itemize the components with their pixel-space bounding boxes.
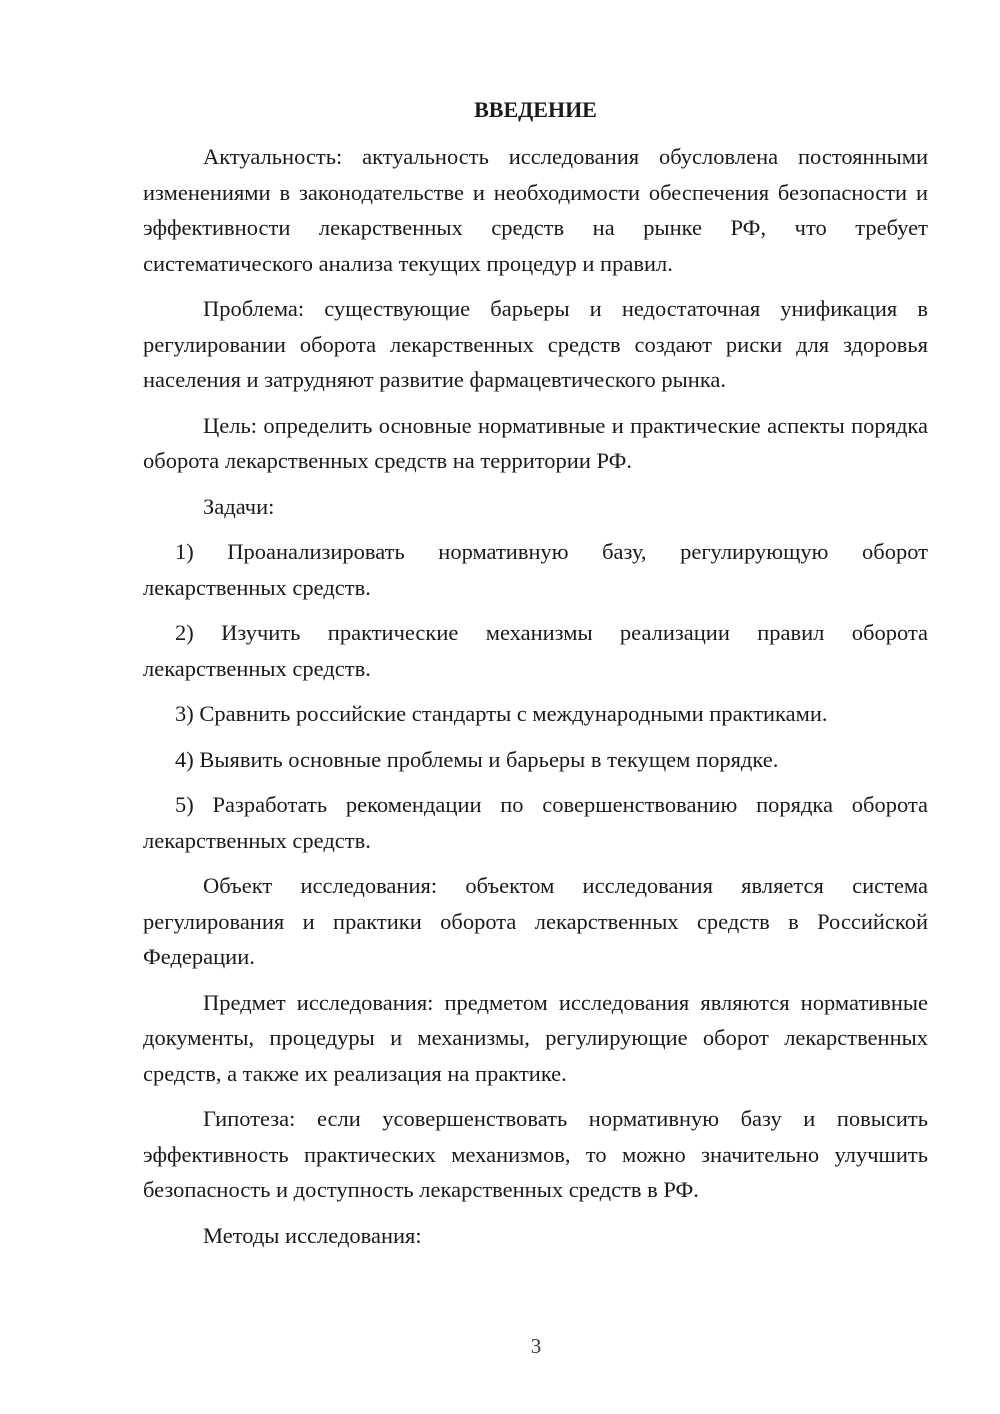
task-item-3: 3) Сравнить российские стандарты с международными практиками. (175, 701, 828, 726)
document-page (143, 92, 928, 1263)
task-item-4: 4) Выявить основные проблемы и барьеры в текущем порядке. (175, 746, 779, 772)
task-item-2: 2) Изучить практические механизмы реализации правил оборота лекарственных средств. (143, 620, 928, 681)
paragraph-problem: Проблема: существующие барьеры и недостаточная унификация в регулировании оборота лекарственных средств создают риски для здоровья населения и затрудняют развитие фармацевтического рынка. (143, 296, 928, 392)
task-item-1: 1) Проанализировать нормативную базу, регулирующую оборот лекарственных средств. (143, 539, 928, 600)
section-title: ВВЕДЕНИЕ (474, 97, 597, 122)
paragraph-hypothesis: Гипотеза: если усовершенствовать нормативную базу и повысить эффективность практических механизмов, то можно значительно улучшить безопасность и доступность лекарственных средств в РФ. (143, 1106, 928, 1202)
task-item-5: 5) Разработать рекомендации по совершенствованию порядка оборота лекарственных средств. (143, 792, 928, 853)
paragraph-goal: Цель: определить основные нормативные и практические аспекты порядка оборота лекарственных средств на территории РФ. (143, 412, 928, 473)
paragraph-subject: Предмет исследования: предметом исследования являются нормативные документы, процедуры и механизмы, регулирующие оборот лекарственных средств, а также их реализация на практике. (143, 989, 928, 1086)
paragraph-object: Объект исследования: объектом исследования является система регулирования и практики оборота лекарственных средств в Российской Федерации. (143, 873, 928, 969)
paragraph-tasks-heading: Задачи: (203, 493, 275, 519)
paragraph-methods: Методы исследования: (203, 1222, 422, 1248)
paragraph-relevance: Актуальность: актуальность исследования обусловлена постоянными изменениями в законодательстве и необходимости обеспечения безопасности и эффективности лекарственных средств на рынке РФ, что требует систематического анализа текущих процедур и правил. (143, 144, 928, 276)
page-number: 3 (530, 1334, 542, 1358)
